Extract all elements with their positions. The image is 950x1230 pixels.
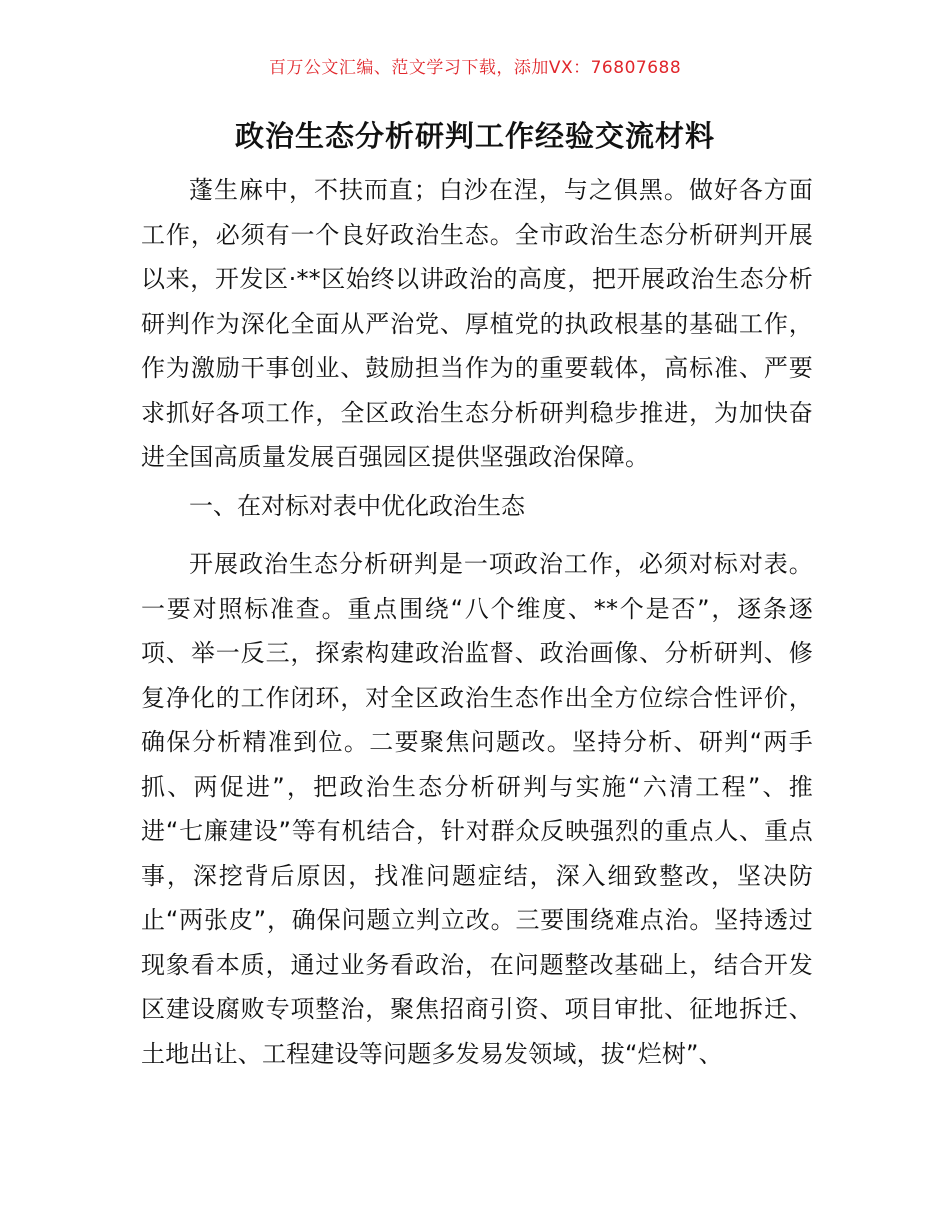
document-title: 政治生态分析研判工作经验交流材料 bbox=[234, 119, 715, 153]
paragraph-section-1: 开展政治生态分析研判是一项政治工作，必须对标对表。一要对照标准查。重点围绕“八个维度、**个是否”，逐条逐项、举一反三，探索构建政治监督、政治画像、分析研判、修复净化的工作闭环，对全区政治生态作出全方位综合性评价，确保分析精准到位。二要聚焦问题改。坚持分析、研判“两手抓、两促进”，把政治生态分析研判与实施“六清工程”、推进“七廉建设”等有机结合，针对群众反映强烈的重点人、重点事，深挖背后原因，找准问题症结，深入细致整改，坚决防止“两张皮”，确保问题立判立改。三要围绕难点治。坚持透过现象看本质，通过业务看政治，在问题整改基础上，结合开发区建设腐败专项整治，聚焦招商引资、项目审批、征地拆迁、土地出让、工程建设等问题多发易发领域，拔“烂树”、 bbox=[141, 550, 813, 1068]
document-body bbox=[141, 168, 813, 1076]
paragraph-intro: 蓬生麻中，不扶而直；白沙在涅，与之俱黑。做好各方面工作，必须有一个良好政治生态。全市政治生态分析研判开展以来，开发区·**区始终以讲政治的高度，把开展政治生态分析研判作为深化全面从严治党、厚植党的执政根基的基础工作，作为激励干事创业、鼓励担当作为的重要载体，高标准、严要求抓好各项工作，全区政治生态分析研判稳步推进，为加快奋进全国高质量发展百强园区提供坚强政治保障。 bbox=[141, 176, 813, 471]
header-banner: 百万公文汇编、范文学习下载，添加VX：76807688 bbox=[268, 58, 682, 78]
section-heading: 一、在对标对表中优化政治生态 bbox=[189, 491, 525, 520]
